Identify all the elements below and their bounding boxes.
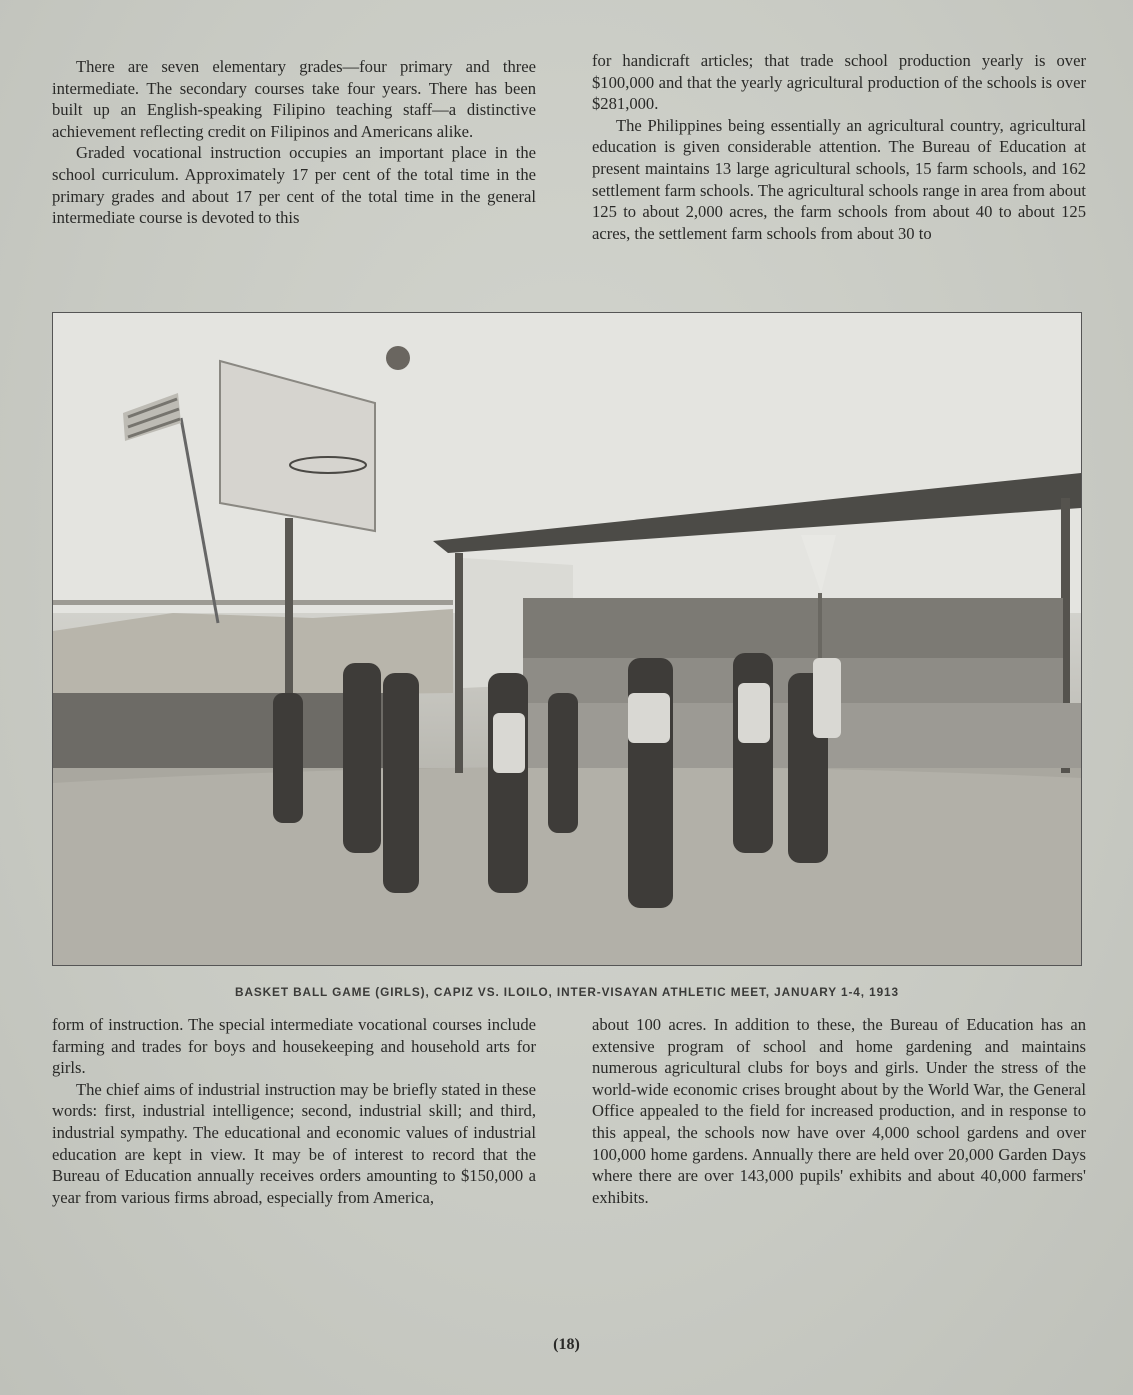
paragraph: The Philippines being essentially an agricultural country, agricultural education is given considerable attention. The Bureau of Education at present maintains 13 large agricultural schools, 15 farm schools, and 162 settlement farm schools. The agricultural schools range in area from about 125 to about 2,000 acres, the farm schools from about 40 to about 125 acres, the settlement farm schools from about 30 to: [592, 115, 1086, 243]
paragraph: for handicraft articles; that trade school production yearly is over $100,000 and that the yearly agricultural production of the schools is over $281,000.: [592, 51, 1086, 114]
text-column-bottom-left: [52, 1014, 536, 1208]
paragraph: Graded vocational instruction occupies an important place in the school curriculum. Approximately 17 per cent of the total time in the primary grades and about 17 per cent of the total time in the general intermediate course is devoted to this: [52, 143, 536, 228]
paragraph: about 100 acres. In addition to these, the Bureau of Education has an extensive program of school and home gardening and maintains numerous agricultural clubs for boys and girls. Under the stress of the world-wide economic crises brought about by the World War, the General Office appealed to the field for increased production, and in response to this appeal, the schools now have over 4,000 school gardens and over 100,000 home gardens. Annually there are held over 20,000 Garden Days where there are over 143,000 pupils' exhibits and about 40,000 farmers' exhibits.: [592, 1015, 1086, 1207]
paragraph: The chief aims of industrial instruction may be briefly stated in these words: first, industrial intelligence; second, industrial skill; and third, industrial sympathy. The educational and economic values of industrial education are kept in view. It may be of interest to record that the Bureau of Education annually receives orders amounting to $150,000 a year from various firms abroad, especially from America,: [52, 1079, 536, 1207]
paragraph: There are seven elementary grades—four primary and three intermediate. The secondary courses take four years. There has been built up an English-speaking Filipino teaching staff—a distinctive achievement reflecting credit on Filipinos and Americans alike.: [52, 57, 536, 141]
page-number: (18): [553, 1336, 580, 1353]
photo-caption: BASKET BALL GAME (GIRLS), CAPIZ VS. ILOILO, INTER-VISAYAN ATHLETIC MEET, JANUARY 1-4, 1913: [235, 985, 899, 999]
paragraph: form of instruction. The special intermediate vocational courses include farming and trades for boys and housekeeping and household arts for girls.: [52, 1015, 536, 1078]
text-column-top-right: [592, 50, 1086, 244]
basketball-photo: [52, 312, 1082, 966]
text-column-bottom-right: [592, 1014, 1086, 1208]
text-column-top-left: [52, 56, 536, 229]
